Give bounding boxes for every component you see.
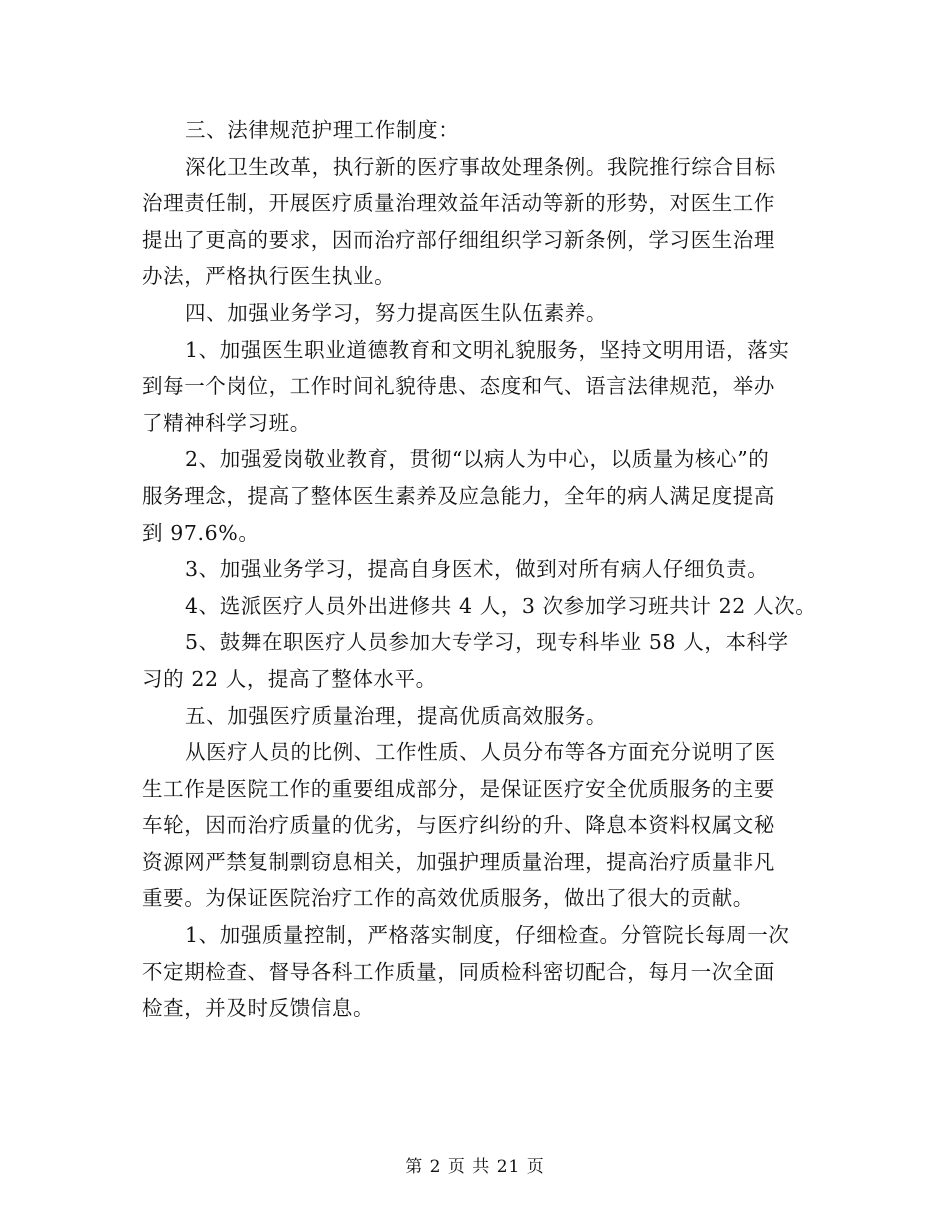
- page-number-footer: 第 2 页 共 21 页: [405, 1157, 545, 1177]
- text-line: 资源网严禁复制剽窃息相关，加强护理质量治理，提高治疗质量非凡: [142, 849, 775, 874]
- text-line: 1、加强医生职业道德教育和文明礼貌服务，坚持文明用语，落实: [185, 337, 790, 362]
- text-line: 服务理念，提高了整体医生素养及应急能力，全年的病人满足度提高: [142, 483, 775, 508]
- document-body: [142, 112, 817, 1027]
- text-line: 提出了更高的要求，因而治疗部仔细组织学习新条例，学习医生治理: [142, 227, 775, 252]
- text-line: 车轮，因而治疗质量的优劣，与医疗纠纷的升、降息本资料权属文秘: [142, 813, 775, 838]
- text-line: 检查，并及时反馈信息。: [142, 996, 375, 1021]
- text-line: 到每一个岗位，工作时间礼貌待患、态度和气、语言法律规范，举办: [142, 374, 775, 399]
- section-heading-3: 三、法律规范护理工作制度：: [185, 118, 460, 142]
- text-line: 了精神科学习班。: [142, 410, 311, 435]
- text-line: 5、鼓舞在职医疗人员参加大专学习，现专科毕业 58 人，本科学: [185, 630, 789, 655]
- text-line: 2、加强爱岗敬业教育，贯彻“以病人为中心，以质量为核心”的: [185, 447, 770, 472]
- text-line: 3、加强业务学习，提高自身医术，做到对所有病人仔细负责。: [185, 557, 769, 582]
- text-line: 重要。为保证医院治疗工作的高效优质服务，做出了很大的贡献。: [142, 886, 754, 911]
- text-line: 办法，严格执行医生执业。: [142, 264, 396, 289]
- text-line: 深化卫生改革，执行新的医疗事故处理条例。我院推行综合目标: [185, 154, 776, 179]
- text-line: 习的 22 人，提高了整体水平。: [142, 666, 437, 691]
- text-line: 到 97.6%。: [142, 520, 260, 545]
- section-heading-5: 五、加强医疗质量治理，提高优质高效服务。: [185, 703, 607, 728]
- text-line: 不定期检查、督导各科工作质量，同质检科密切配合，每月一次全面: [142, 959, 775, 984]
- text-line: 生工作是医院工作的重要组成部分，是保证医疗安全优质服务的主要: [142, 776, 775, 801]
- section-heading-4: 四、加强业务学习，努力提高医生队伍素养。: [185, 300, 607, 325]
- text-line: 4、选派医疗人员外出进修共 4 人，3 次参加学习班共计 22 人次。: [185, 593, 817, 618]
- text-line: 1、加强质量控制，严格落实制度，仔细检查。分管院长每周一次: [185, 923, 790, 948]
- text-line: 从医疗人员的比例、工作性质、人员分布等各方面充分说明了医: [185, 740, 776, 765]
- text-line: 治理责任制，开展医疗质量治理效益年活动等新的形势，对医生工作: [142, 191, 775, 216]
